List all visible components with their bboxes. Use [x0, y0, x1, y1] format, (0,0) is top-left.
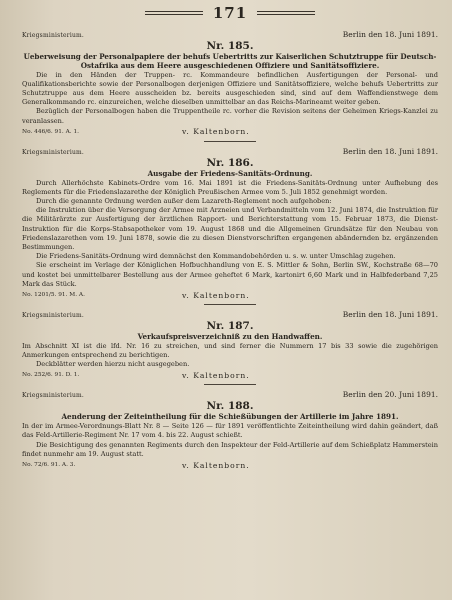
section-divider — [204, 304, 256, 305]
entry-paragraph: Die Besichtigung des genannten Regiments durch den Inspekteur der Feld-Artillerie auf dem Schießplatz Hammerstein findet nunmehr am 19. August statt. — [22, 440, 438, 458]
page-number: 171 — [212, 4, 248, 22]
entry-paragraph: Im Abschnitt XI ist die lfd. Nr. 16 zu streichen, und sind ferner die Nummern 17 bis 33 sowie die zugehörigen Anmerkungen entsprechend zu berichtigen. — [22, 341, 438, 360]
entry-number: Nr. 185. — [206, 40, 254, 52]
entry-paragraph: Die in den Händen der Truppen- rc. Kommandeure befindlichen Ausfertigungen der Personal- und Qualifikationsberichte sowie der Personalbogen derjenigen Offiziere und Sanitätsoffiziere, welche behufs Uebertritts zur Schutztruppe aus dem Heere ausscheiden bz. bereits ausgeschieden sind, sind auf dem Waffendienstwege dem Generalkommando rc. einzureichen, welche dieselben unmittelbar an das Reichs-Marineamt weiter geben. — [22, 70, 438, 107]
entry-number: Nr. 188. — [206, 400, 254, 413]
entry-186 — [22, 145, 438, 300]
entry-body — [22, 179, 438, 289]
entry-paragraph: die Instruktion über die Versorgung der Armee mit Arzneien und Verbandmitteln vom 12. Juni 1874, die Instruktion für die Militärärzte zur Ausfertigung der ärztlichen Rapport- und Berichterstattung vom 15. Februar 1873, die Dienst-Instruktion für die Korps-Stabsapotheker vom 19. August 1868 und die Allgemeinen Grundsätze für den Neubau von Friedenslazarethen vom 19. Juni 1878, sowie die zu diesen Dienstvorschriften ergangenen abändernden bz. ergänzenden Bestimmungen. — [22, 206, 438, 252]
entry-187 — [22, 308, 438, 380]
entry-ministry: Kriegsministerium. — [22, 32, 85, 39]
entry-paragraph: Durch Allerhöchste Kabinets-Ordre vom 16. Mai 1891 ist die Friedens-Sanitäts-Ordnung unter Aufhebung des Reglements für die Friedenslazarethe der Königlich Preußischen Armee vom 5. Juli 1852 genehmigt worden. — [22, 178, 438, 196]
entry-date: Berlin den 20. Juni 1891. — [342, 390, 438, 400]
entry-title: Ausgabe der Friedens-Sanitäts-Ordnung. — [147, 168, 313, 178]
entry-number: Nr. 186. — [206, 156, 254, 169]
entry-title: Verkaufspreisverzeichniß zu den Handwaffen. — [137, 332, 323, 342]
entry-paragraph: Durch die genannte Ordnung werden außer dem Lazareth-Reglement noch aufgehoben: — [36, 197, 332, 206]
entry-paragraph: Sie erscheint im Verlage der Königlichen Hofbuchhandlung von E. S. Mittler & Sohn, Berlin SW., Kochstraße 68—70 und kostet bei unmittelbarer Bestellung aus der Armee geheftet 6 Mark, kartonirt 6,60 Mark und in Halbfederband 7,25 Mark das Stück. — [22, 261, 438, 288]
entry-paragraph: Die Friedens-Sanitäts-Ordnung wird demnächst den Kommandobehörden u. s. w. unter Umschlag zugehen. — [36, 252, 396, 261]
entry-paragraph: In der im Armee-Verordnungs-Blatt Nr. 8 — Seite 126 — für 1891 veröffentlichte Zeiteintheilung wird dahin geändert, daß das Feld-Artillerie-Regiment Nr. 17 vom 4. bis 22. August schießt. — [22, 422, 438, 440]
entry-title: Ueberweisung der Personalpapiere der behufs Uebertritts zur Kaiserlichen Schutztruppe für Deutsch-Ostafrika aus dem Heere ausgeschiedenen Offiziere und Sanitätsoffiziere. — [23, 52, 437, 70]
entry-title: Aenderung der Zeiteintheilung für die Schießübungen der Artillerie im Jahre 1891. — [61, 412, 399, 422]
entry-body — [22, 342, 438, 370]
entry-signature: v. Kaltenborn. — [182, 370, 250, 380]
entry-signature: v. Kaltenborn. — [182, 460, 250, 470]
entry-ministry: Kriegsministerium. — [22, 392, 85, 400]
page-header — [22, 4, 438, 22]
entry-reference: No. 446/6. 91. A. 1. — [22, 128, 80, 135]
section-divider — [204, 141, 256, 142]
entry-body — [22, 71, 438, 126]
entry-reference: No. 252/6. 91. D. 1. — [22, 372, 80, 379]
entry-date: Berlin den 18. Juni 1891. — [342, 146, 438, 156]
entry-ministry: Kriegsministerium. — [22, 148, 85, 156]
entry-188 — [22, 388, 438, 470]
entry-paragraph: Bezüglich der Personalbogen haben die Truppentheile rc. vorher die Revision seitens der Geheimen Kriegs-Kanzlei zu veranlassen. — [22, 107, 438, 125]
entry-signature: v. Kaltenborn. — [182, 290, 250, 300]
section-divider — [204, 384, 256, 385]
entry-number: Nr. 187. — [206, 320, 254, 333]
entry-body — [22, 422, 438, 459]
entry-signature: v. Kaltenborn. — [182, 127, 250, 137]
header-rule-right — [257, 11, 315, 15]
entry-reference: No. 72/6. 91. A. 3. — [22, 462, 76, 469]
entry-reference: No. 1201/5. 91. M. A. — [22, 292, 85, 299]
header-rule-left — [145, 11, 203, 15]
entry-185 — [22, 28, 438, 137]
entry-paragraph: Deckblätter werden hierzu nicht ausgegeben. — [36, 360, 190, 369]
entry-date: Berlin den 18. Juni 1891. — [342, 30, 438, 39]
entry-ministry: Kriegsministerium. — [22, 312, 85, 320]
entry-date: Berlin den 18. Juni 1891. — [342, 310, 438, 320]
